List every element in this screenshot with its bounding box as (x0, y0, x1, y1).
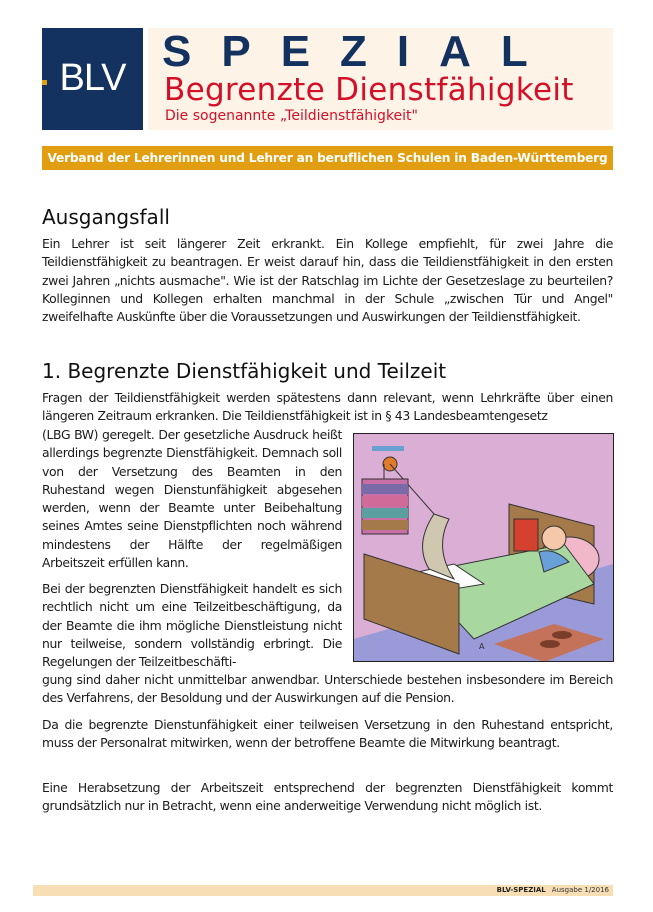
paragraph: gung sind daher nicht unmittelbar anwendbar. Unterschiede bestehen insbesondere im Bereich des Verfahrens, der Besoldung und der Auswirkungen auf die Pension. (42, 672, 613, 706)
paragraph: Bei der begrenzten Dienstfähigkeit handelt es sich rechtlich nicht um eine Teilzeitbeschäftigung, da der Beamte die ihm mögliche Dienstleistung nicht nur teilweise, sondern vollständig erbringt. Die Regelungen der Teilzeitbeschäfti- (42, 581, 342, 670)
section-heading-ausgangsfall: Ausgangsfall (42, 205, 170, 229)
paragraph: Ein Lehrer ist seit längerer Zeit erkrankt. Ein Kollege empfiehlt, für zwei Jahre die Teildienstfähigkeit zu beantragen. Er weist darauf hin, dass die Teildienstfähigkeit in den ersten zwei Jahren „nichts ausmache". Wie ist der Ratschlag im Lichte der Gesetzeslage zu beurteilen? Kolleginnen und Kollegen erhalten manchmal in der Schule „zwischen Tür und Angel" zweifelhafte Auskünfte über die Voraussetzungen und Auswirkungen der Teildienstfähigkeit. (42, 236, 613, 325)
paragraph: Fragen der Teildienstfähigkeit werden spätestens dann relevant, wenn Lehrkräfte über einen längeren Zeitraum erkranken. Die Teildienstfähigkeit ist in § 43 Landesbeamtengesetz (42, 390, 613, 424)
svg-text:A: A (479, 642, 485, 651)
series-title: SPEZIAL (162, 27, 558, 76)
paragraph: Da die begrenzte Dienstunfähigkeit einer teilweisen Versetzung in den Ruhestand entspricht, muss der Personalrat mitwirken, wenn der betroffene Beamte die Mitwirkung beantragt. (42, 717, 613, 751)
title-panel (148, 28, 613, 130)
paragraph: (LBG BW) geregelt. Der gesetzliche Ausdruck heißt allerdings begrenzte Dienstfähigkeit. Demnach soll von der Versetzung des Beamten in den Ruhestand wegen Dienstunfähigkeit abgesehen werden, wenn der Beamte unter Beibehaltung seines Amtes seine Dienstpflichten noch während mindestens der Hälfte der regelmäßigen Arbeitszeit erfüllen kann. (42, 427, 342, 571)
section-heading-1: 1. Begrenzte Dienstfähigkeit und Teilzeit (42, 359, 447, 383)
blv-logo (42, 28, 143, 130)
page-subtitle: Die sogenannte „Teildienstfähigkeit" (165, 108, 418, 124)
paragraph: Eine Herabsetzung der Arbeitszeit entsprechend der begrenzten Dienstfähigkeit kommt grundsätzlich nur in Betracht, wenn eine anderweitige Verwendung nicht möglich ist. (42, 780, 613, 814)
page-title: Begrenzte Dienstfähigkeit (164, 72, 574, 108)
organization-banner: Verband der Lehrerinnen und Lehrer an beruflichen Schulen in Baden-Württemberg e.V. (42, 146, 613, 170)
footer-bar (33, 885, 613, 896)
logo-text: BLV (59, 57, 126, 99)
footer-issue: Ausgabe 1/2016 (551, 886, 609, 894)
footer-text (497, 885, 609, 896)
bed-patient-illustration-icon (354, 434, 613, 661)
cartoon-illustration (353, 433, 614, 662)
footer-publication: BLV-SPEZIAL (496, 886, 546, 894)
